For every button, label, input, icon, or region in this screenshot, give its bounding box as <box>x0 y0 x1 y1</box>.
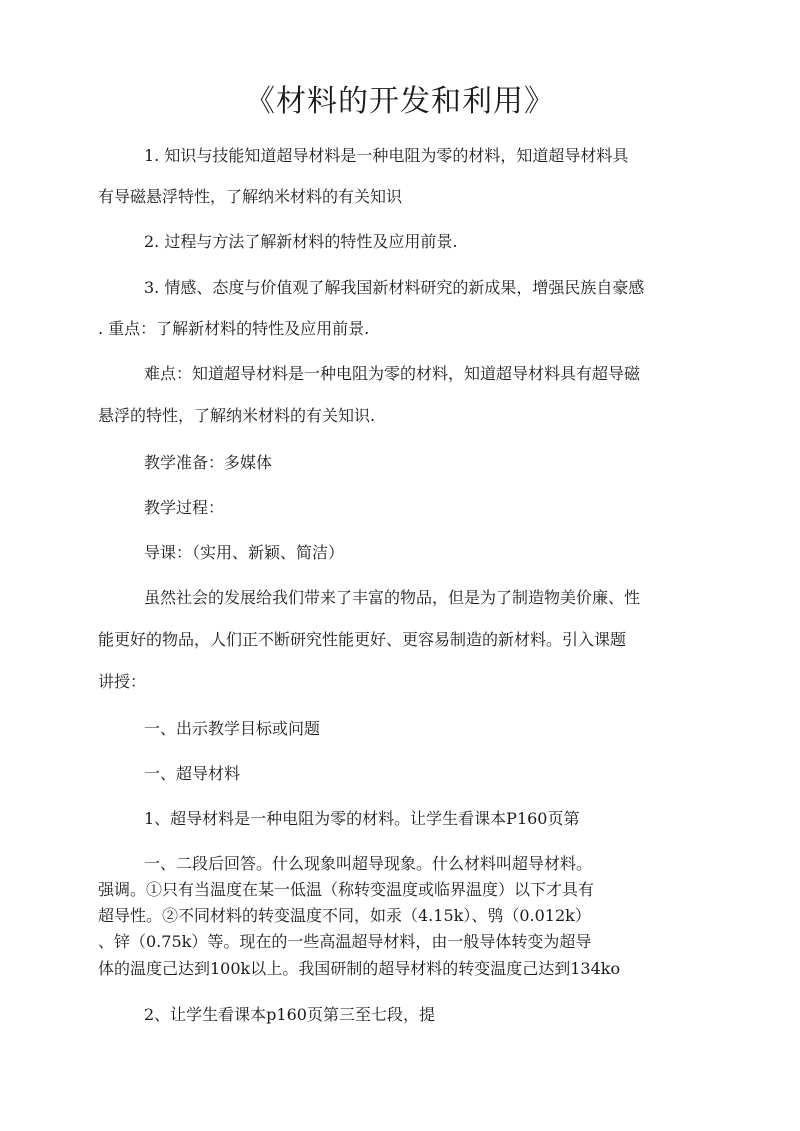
paragraph-line: 有导磁悬浮特性，了解纳米材料的有关知识 <box>98 187 403 206</box>
paragraph-line: 3. 情感、态度与价值观了解我国新材料研究的新成果，增强民族自豪感 <box>144 278 645 297</box>
paragraph-line: 虽然社会的发展给我们带来了丰富的物品，但是为了制造物美价廉、性 <box>144 588 641 607</box>
paragraph-line: 导课：（实用、新颖、简洁） <box>144 543 345 562</box>
paragraph-line: 悬浮的特性，了解纳米材料的有关知识. <box>98 406 376 425</box>
paragraph-line: 、锌（0.75k）等。现在的一些高温超导材料，由一般导体转变为超导 <box>98 932 592 951</box>
paragraph-line: 强调。①只有当温度在某一低温（称转变温度或临界温度）以下才具有 <box>98 880 595 899</box>
paragraph-line: 难点：知道超导材料是一种电阻为零的材料，知道超导材料具有超导磁 <box>144 364 641 383</box>
paragraph-line: 教学过程： <box>144 498 225 517</box>
page-title: 《材料的开发和利用》 <box>245 84 555 119</box>
paragraph-line: 1. 知识与技能知道超导材料是一种电阻为零的材料，知道超导材料具 <box>144 146 629 165</box>
paragraph-line: 2. 过程与方法了解新材料的特性及应用前景. <box>144 232 458 251</box>
paragraph-line: 一、二段后回答。什么现象叫超导现象。什么材料叫超导材料。 <box>144 854 593 873</box>
paragraph-line: 超导性。②不同材料的转变温度不同，如汞（4.15k）、鸮（0.012k） <box>98 906 591 925</box>
paragraph-line: . 重点：了解新材料的特性及应用前景. <box>98 319 370 338</box>
paragraph-line: 能更好的物品，人们正不断研究性能更好、更容易制造的新材料。引入课题 <box>98 630 627 649</box>
paragraph-line: 教学准备：多媒体 <box>144 453 273 472</box>
paragraph-line: 1、超导材料是一种电阻为零的材料。让学生看课本P160页第 <box>144 809 580 828</box>
paragraph-line: 2、让学生看课本p160页第三至七段，提 <box>144 1005 435 1024</box>
paragraph-line: 体的温度己达到100k以上。我国研制的超导材料的转变温度己达到134ko <box>98 959 621 978</box>
paragraph-line: 讲授： <box>98 672 147 691</box>
section-heading: 一、出示教学目标或问题 <box>144 719 321 738</box>
section-heading: 一、超导材料 <box>144 764 241 783</box>
